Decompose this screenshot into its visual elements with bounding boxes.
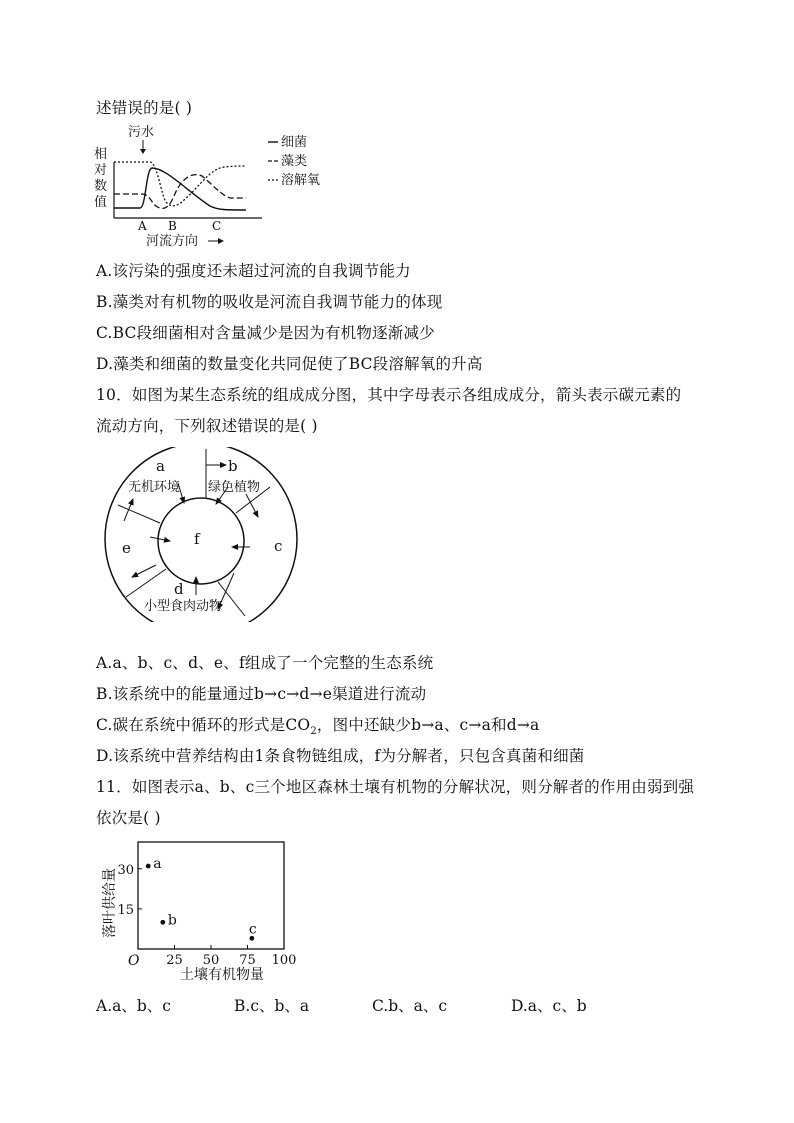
legend-bacteria: 细菌 xyxy=(281,135,308,150)
point-a: A xyxy=(138,219,147,233)
y-tick-label-30: 30 xyxy=(117,862,134,878)
pollution-label: 污水 xyxy=(128,125,155,140)
q11-scatter-chart xyxy=(96,838,306,986)
ylabel-char-1: 相 xyxy=(94,147,108,162)
q11-option-b: B.c、b、a xyxy=(234,997,310,1015)
q10-ecosystem-diagram xyxy=(98,447,308,622)
point-c: C xyxy=(212,219,222,233)
q10-option-d: D.该系统中营养结构由1条食物链组成，f为分解者，只包含真菌和细菌 xyxy=(96,747,585,765)
q9-stem-tail: 述错误的是( ) xyxy=(96,99,193,117)
point-a xyxy=(146,864,151,869)
point-label-b: b xyxy=(167,912,177,929)
label-e: e xyxy=(122,539,131,557)
label-a: a xyxy=(156,457,165,475)
ylabel-char-3: 数 xyxy=(94,179,108,194)
point-b: B xyxy=(168,219,177,233)
e-to-a-arrow xyxy=(124,499,133,521)
y-tick-label-15: 15 xyxy=(117,902,134,918)
q10-option-c-pre: C.碳在系统中循环的形式是CO xyxy=(96,716,311,734)
point-b xyxy=(160,920,165,925)
q10-option-b: B.该系统中的能量通过b→c→d→e渠道进行流动 xyxy=(96,685,427,703)
river-direction-label: 河流方向 xyxy=(146,234,199,249)
label-green-plants: 绿色植物 xyxy=(208,480,261,495)
bacteria-curve xyxy=(114,168,246,210)
pollution-arrow-icon xyxy=(140,149,146,154)
q10-option-c-sub: 2 xyxy=(310,726,317,738)
x-tick-label-75: 75 xyxy=(239,953,256,968)
q10-option-c xyxy=(96,713,540,737)
xaxis-label: 土壤有机物量 xyxy=(180,967,264,983)
q11-option-a: A.a、b、c xyxy=(96,997,171,1015)
label-small-carnivores: 小型食肉动物 xyxy=(144,599,223,614)
x-tick-label-25: 25 xyxy=(166,953,183,968)
q10-stem-line1: 10．如图为某生态系统的组成成分图，其中字母表示各组成成分，箭头表示碳元素的 xyxy=(96,386,682,404)
point-label-c: c xyxy=(248,921,257,938)
q9-option-c: C.BC段细菌相对含量减少是因为有机物逐渐减少 xyxy=(96,324,435,342)
d-to-e-arrow xyxy=(132,565,156,577)
q11-option-d: D.a、c、b xyxy=(511,997,587,1015)
q10-option-c-post: ，图中还缺少b→a、c→a和d→a xyxy=(316,716,540,734)
q11-option-c: C.b、a、c xyxy=(372,997,448,1015)
label-inorganic-env: 无机环境 xyxy=(128,480,181,495)
label-f: f xyxy=(194,530,200,548)
inner-circle xyxy=(158,498,244,584)
algae-curve xyxy=(114,175,246,209)
label-b: b xyxy=(228,457,238,475)
q10-stem-line2: 流动方向，下列叙述错误的是( ) xyxy=(96,417,318,435)
ylabel-char-2: 对 xyxy=(94,163,108,178)
x-tick-label-100: 100 xyxy=(271,953,297,968)
q11-stem-line1: 11．如图表示a、b、c三个地区森林土壤有机物的分解状况，则分解者的作用由弱到强 xyxy=(96,778,695,796)
q9-river-chart xyxy=(90,122,340,250)
legend-algae: 藻类 xyxy=(281,154,308,169)
direction-arrow-icon xyxy=(218,238,224,244)
q10-option-a: A.a、b、c、d、e、f组成了一个完整的生态系统 xyxy=(96,654,434,672)
point-label-a: a xyxy=(153,856,162,873)
q9-option-b: B.藻类对有机物的吸收是河流自我调节能力的体现 xyxy=(96,293,443,311)
origin-label: O xyxy=(128,953,140,969)
legend-oxygen: 溶解氧 xyxy=(281,173,321,188)
q9-option-a: A.该污染的强度还未超过河流的自我调节能力 xyxy=(96,262,411,280)
x-tick-label-50: 50 xyxy=(202,953,220,968)
outer-ring xyxy=(105,447,297,622)
ylabel-char-4: 值 xyxy=(94,195,108,210)
label-c: c xyxy=(274,537,283,555)
label-d: d xyxy=(174,580,184,598)
q9-option-d: D.藻类和细菌的数量变化共同促使了BC段溶解氧的升高 xyxy=(96,355,483,373)
q11-stem-line2: 依次是( ) xyxy=(96,809,161,827)
yaxis-label: 落叶供给量 xyxy=(102,868,118,938)
